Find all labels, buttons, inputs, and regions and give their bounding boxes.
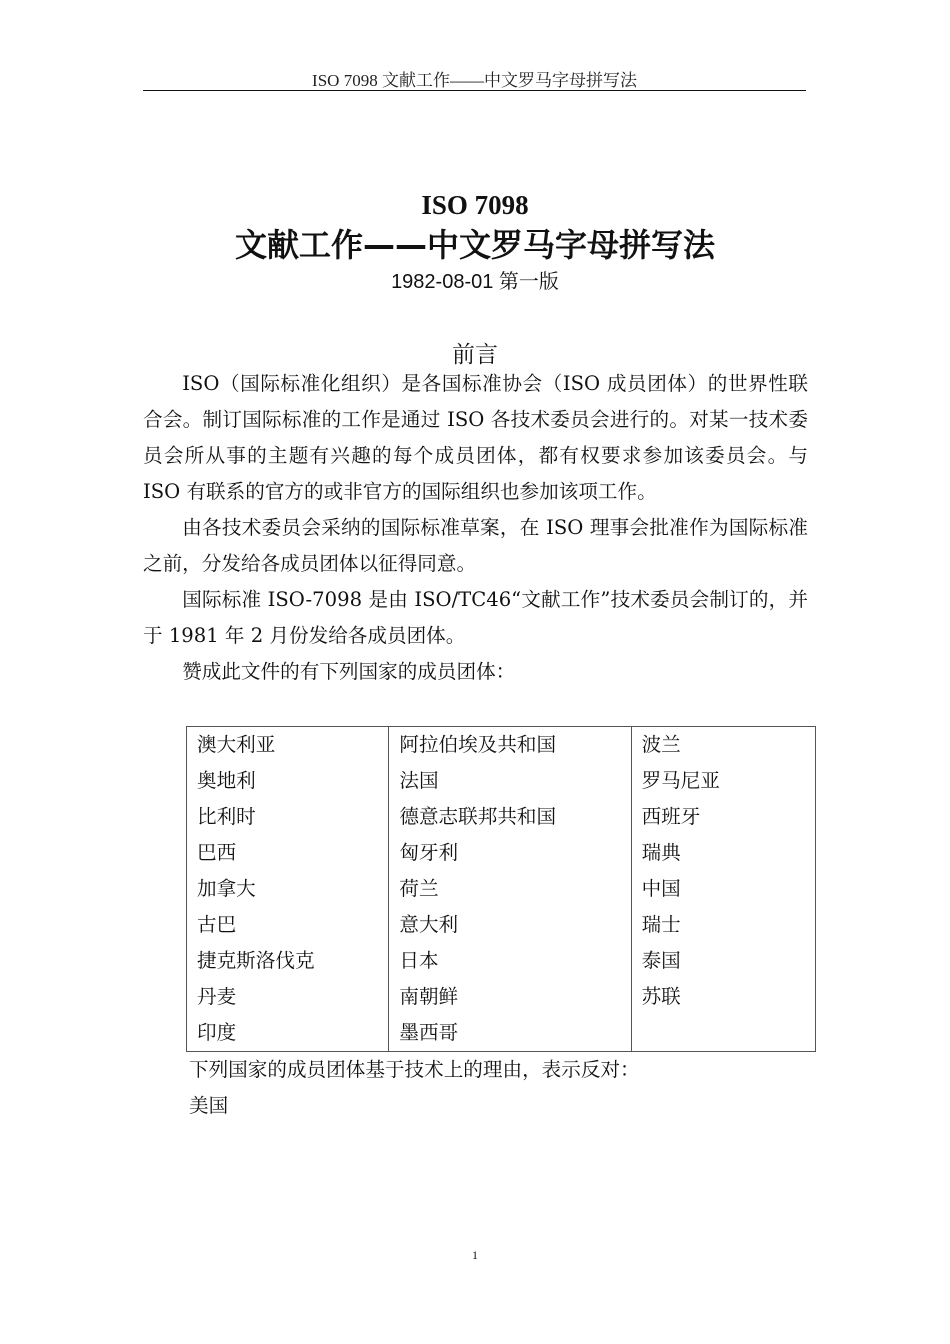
country-cell: 匈牙利 [389, 835, 631, 871]
country-cell: 南朝鲜 [389, 979, 631, 1015]
country-cell: 瑞典 [631, 835, 815, 871]
disapproval-statement: 下列国家的成员团体基于技术上的理由，表示反对： [189, 1058, 640, 1081]
country-cell: 日本 [389, 943, 631, 979]
page-number: 1 [472, 1248, 478, 1262]
approval-intro: 赞成此文件的有下列国家的成员团体： [182, 660, 516, 683]
country-cell: 丹麦 [197, 985, 237, 1008]
table-row [187, 763, 816, 799]
country-cell: 波兰 [631, 727, 815, 764]
foreword-paragraph: 国际标准 ISO-7098 是由 ISO/TC46“文献工作”技术委员会制订的，并于 1981 年 2 月份发给各成员团体。 [143, 588, 808, 647]
table-row [187, 907, 816, 943]
country-cell: 德意志联邦共和国 [389, 799, 631, 835]
table-row [187, 979, 816, 1015]
country-cell: 西班牙 [631, 799, 815, 835]
country-cell [631, 1015, 815, 1052]
country-cell: 巴西 [197, 841, 237, 864]
country-cell: 捷克斯洛伐克 [197, 949, 315, 972]
country-cell: 印度 [197, 1021, 237, 1044]
table-row [187, 943, 816, 979]
country-cell: 荷兰 [389, 871, 631, 907]
table-row [187, 835, 816, 871]
running-header: ISO 7098 文献工作——中文罗马字母拼写法 [312, 71, 637, 90]
country-cell: 澳大利亚 [197, 733, 276, 756]
table-row [187, 871, 816, 907]
disapproval-section [189, 1052, 640, 1124]
table-row [187, 1015, 816, 1052]
document-title: 文献工作——中文罗马字母拼写法 [234, 226, 715, 264]
country-cell: 泰国 [631, 943, 815, 979]
country-cell: 意大利 [389, 907, 631, 943]
approving-members-table [186, 726, 816, 1052]
country-cell: 墨西哥 [389, 1015, 631, 1052]
edition-line: 1982-08-01 第一版 [391, 271, 559, 293]
country-cell: 法国 [389, 763, 631, 799]
country-cell: 瑞士 [631, 907, 815, 943]
country-cell: 奥地利 [197, 769, 256, 792]
country-cell: 苏联 [631, 979, 815, 1015]
table-row [187, 727, 816, 764]
disapproving-country: 美国 [189, 1094, 229, 1117]
document-code: ISO 7098 [421, 190, 529, 220]
country-cell: 比利时 [197, 805, 256, 828]
header-rule [143, 90, 806, 91]
table-row [187, 799, 816, 835]
country-cell: 中国 [631, 871, 815, 907]
foreword-paragraph: ISO（国际标准化组织）是各国标准协会（ISO 成员团体）的世界性联合会。制订国际标准的工作是通过 ISO 各技术委员会进行的。对某一技术委员会所从事的主题有兴趣的每个成员团体，都有权要求参加该委员会。与 ISO 有联系的官方的或非官方的国际组织也参加该项工作。 [143, 372, 808, 503]
foreword-body [143, 366, 808, 690]
country-cell: 阿拉伯埃及共和国 [389, 727, 631, 764]
country-cell: 加拿大 [197, 877, 256, 900]
country-cell: 古巴 [197, 913, 237, 936]
foreword-heading: 前言 [452, 342, 498, 368]
country-cell: 罗马尼亚 [631, 763, 815, 799]
foreword-paragraph: 由各技术委员会采纳的国际标准草案，在 ISO 理事会批准作为国际标准之前，分发给各成员团体以征得同意。 [143, 516, 808, 575]
